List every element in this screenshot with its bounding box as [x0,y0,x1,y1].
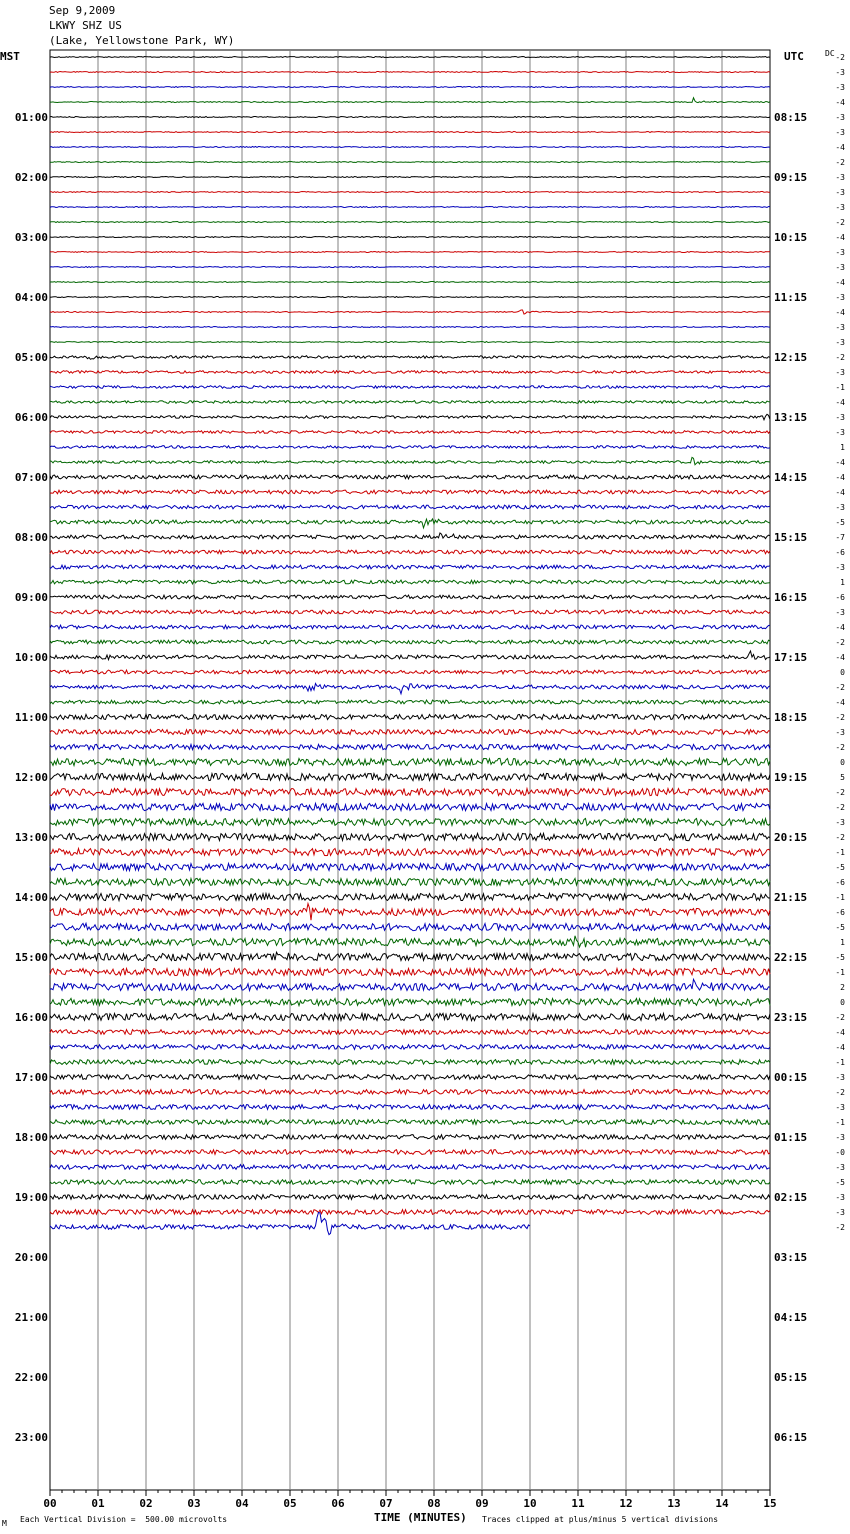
left-hour-label: 22:00 [14,1371,48,1384]
plot-frame [50,50,770,1490]
trace-offset-label: -4 [835,308,845,317]
left-hour-label: 13:00 [14,831,48,844]
trace-offset-label: 0 [840,998,845,1007]
left-hour-label: 21:00 [14,1311,48,1324]
right-hour-label: 12:15 [774,351,808,364]
trace-line [50,282,770,283]
left-hour-label: 07:00 [14,471,48,484]
trace-offset-label: -2 [835,158,845,167]
trace-line [50,1210,770,1215]
trace-line [50,147,770,148]
trace-line [50,803,770,810]
trace-offset-label: -6 [835,593,845,602]
trace-line [50,1105,770,1110]
trace-offset-label: -4 [835,98,845,107]
right-hour-label: 21:15 [774,891,808,904]
x-tick-label: 06 [331,1497,345,1510]
trace-line [50,833,770,840]
left-hour-label: 03:00 [14,231,48,244]
x-axis-title: TIME (MINUTES) [374,1511,467,1524]
trace-line [50,310,770,314]
trace-offset-label: 2 [840,983,845,992]
trace-offset-label: -2 [835,713,845,722]
trace-line [50,1060,770,1065]
trace-offset-label: 1 [840,938,845,947]
trace-line [50,446,770,449]
trace-line [50,98,770,103]
trace-line [50,237,770,238]
trace-line [50,505,770,509]
trace-offset-label: -5 [835,953,845,962]
left-hour-labels [15,111,48,1444]
trace-line [50,936,770,947]
trace-line [50,267,770,268]
trace-offset-label: -3 [835,413,845,422]
trace-offset-label: -3 [835,728,845,737]
left-hour-label: 15:00 [14,951,48,964]
left-hour-label: 06:00 [14,411,48,424]
right-hour-label: 19:15 [774,771,808,784]
trace-line [50,550,770,554]
trace-offset-label: -2 [835,1223,845,1232]
trace-offset-label: -3 [835,263,845,272]
left-hour-label: 02:00 [14,171,48,184]
trace-offset-label: -3 [835,368,845,377]
trace-line [50,490,770,494]
clip-note: Traces clipped at plus/minus 5 vertical divisions [482,1515,719,1524]
right-hour-label: 16:15 [774,591,808,604]
trace-line [50,595,770,599]
trace-line [50,297,770,298]
trace-line [50,1075,770,1080]
trace-line [50,475,770,479]
left-hour-label: 12:00 [14,771,48,784]
trace-offset-label: -6 [835,548,845,557]
trace-line [50,580,770,584]
trace-offset-label: -4 [835,1043,845,1052]
trace-offset-label: -2 [835,683,845,692]
trace-line [50,744,770,749]
trace-offset-label: -4 [835,1028,845,1037]
x-tick-label: 10 [523,1497,537,1510]
trace-offset-label: -4 [835,653,845,662]
trace-line [50,192,770,193]
trace-offset-label: -5 [835,863,845,872]
trace-line [50,625,770,629]
trace-offset-label: -4 [835,143,845,152]
trace-line [50,386,770,389]
trace-offset-label: -2 [835,743,845,752]
trace-offset-label: -1 [835,1118,845,1127]
left-hour-label: 14:00 [14,891,48,904]
x-axis [43,1490,776,1510]
x-tick-label: 15 [763,1497,777,1510]
dc-label: DC [825,49,835,58]
right-hour-label: 08:15 [774,111,808,124]
trace-line [50,162,770,163]
trace-line [50,533,770,539]
trace-line [50,684,770,694]
trace-line [50,818,770,825]
trace-offset-label: -3 [835,1163,845,1172]
trace-offset-label: -3 [835,503,845,512]
left-hour-label: 10:00 [14,651,48,664]
right-hour-label: 22:15 [774,951,808,964]
trace-offset-label: -3 [835,248,845,257]
minute-gridlines [50,50,770,1490]
trace-line [50,640,770,644]
x-tick-label: 02 [139,1497,153,1510]
trace-line [50,979,770,991]
trace-offset-label: -3 [835,1073,845,1082]
trace-line [50,565,770,569]
x-tick-label: 07 [379,1497,393,1510]
trace-offset-label: -3 [835,338,845,347]
trace-offset-label: -3 [835,113,845,122]
trace-offset-label: -6 [835,908,845,917]
trace-line [50,327,770,328]
trace-line [50,1180,770,1185]
trace-line [50,923,770,930]
trace-offset-label: -5 [835,923,845,932]
trace-line [50,342,770,343]
right-hour-label: 01:15 [774,1131,808,1144]
trace-offset-label: -2 [835,218,845,227]
trace-offset-label: -2 [835,1088,845,1097]
trace-line [50,117,770,118]
trace-offset-label: 1 [840,578,845,587]
trace-line [50,371,770,374]
trace-line [50,1090,770,1095]
right-hour-label: 10:15 [774,231,808,244]
trace-offset-label: -1 [835,383,845,392]
trace-line [50,72,770,73]
trace-line [50,87,770,88]
trace-line [50,457,770,464]
trace-line [50,893,770,900]
trace-offset-label: -4 [835,488,845,497]
trace-offset-label: -3 [835,128,845,137]
trace-offset-label: -5 [835,518,845,527]
trace-offset-label: -2 [835,53,845,62]
trace-line [50,863,770,870]
trace-offset-label: -2 [835,803,845,812]
x-tick-label: 00 [43,1497,57,1510]
left-hour-label: 11:00 [14,711,48,724]
right-hour-label: 00:15 [774,1071,808,1084]
trace-line [50,519,770,528]
trace-offset-label: -6 [835,878,845,887]
trace-offset-label: -4 [835,473,845,482]
right-hour-label: 18:15 [774,711,808,724]
right-hour-label: 09:15 [774,171,808,184]
left-axis-label: MST [0,50,20,63]
trace-offset-label: -4 [835,278,845,287]
trace-offset-label: -7 [835,533,845,542]
trace-line [50,1013,770,1020]
trace-line [50,729,770,734]
trace-line [50,222,770,223]
trace-line [50,714,770,719]
left-hour-label: 16:00 [14,1011,48,1024]
x-tick-label: 09 [475,1497,489,1510]
x-tick-label: 11 [571,1497,585,1510]
trace-offset-label: -3 [835,323,845,332]
trace-offset-label: -3 [835,1133,845,1142]
trace-offset-label: -4 [835,233,845,242]
trace-line [50,773,770,780]
trace-offset-label: -3 [835,428,845,437]
trace-offset-label: 0 [840,758,845,767]
trace-offset-label: 0 [840,668,845,677]
trace-offset-label: -3 [835,68,845,77]
right-hour-label: 05:15 [774,1371,808,1384]
right-hour-label: 03:15 [774,1251,808,1264]
trace-offset-label: -3 [835,293,845,302]
left-hour-label: 09:00 [14,591,48,604]
trace-offset-label: -3 [835,1208,845,1217]
trace-line [50,1150,770,1155]
left-hour-label: 17:00 [14,1071,48,1084]
trace-line [50,177,770,178]
trace-line [50,758,770,765]
x-tick-label: 03 [187,1497,201,1510]
right-hour-labels [774,111,807,1444]
trace-line [50,252,770,253]
trace-line [50,788,770,795]
right-hour-label: 15:15 [774,531,808,544]
seismic-traces [50,57,770,1235]
trace-line [50,1120,770,1125]
trace-line [50,651,770,660]
right-axis-label: UTC [784,50,804,63]
trace-line [50,998,770,1005]
trace-line [50,356,770,360]
trace-offset-label: -0 [835,1148,845,1157]
trace-offset-label: -5 [835,1178,845,1187]
trace-offset-label: -1 [835,893,845,902]
left-hour-label: 08:00 [14,531,48,544]
trace-line [50,1135,770,1140]
right-hour-label: 13:15 [774,411,808,424]
trace-offset-label: -2 [835,788,845,797]
left-hour-label: 20:00 [14,1251,48,1264]
trace-offset-label: -2 [835,638,845,647]
trace-line [50,968,770,975]
trace-line [50,414,770,420]
trace-line [50,670,770,674]
trace-offset-label: -2 [835,833,845,842]
trace-offset-label: -2 [835,353,845,362]
left-hour-label: 19:00 [14,1191,48,1204]
header-location: (Lake, Yellowstone Park, WY) [49,34,235,47]
trace-line [50,700,770,704]
trace-offset-label: -1 [835,1058,845,1067]
right-hour-label: 02:15 [774,1191,808,1204]
x-tick-label: 05 [283,1497,297,1510]
right-hour-label: 17:15 [774,651,808,664]
trace-line [50,207,770,208]
trace-line [50,57,770,58]
left-hour-label: 23:00 [14,1431,48,1444]
trace-line [50,401,770,404]
trace-offset-label: -4 [835,623,845,632]
left-hour-label: 01:00 [14,111,48,124]
trace-offset-labels [835,53,845,1232]
x-tick-label: 14 [715,1497,729,1510]
trace-offset-label: -3 [835,563,845,572]
trace-offset-label: -4 [835,458,845,467]
x-tick-label: 08 [427,1497,441,1510]
right-hour-label: 23:15 [774,1011,808,1024]
trace-line [50,1045,770,1050]
header-date: Sep 9,2009 [49,4,116,17]
corner-mark: M [2,1519,7,1528]
trace-offset-label: -3 [835,173,845,182]
left-hour-label: 18:00 [14,1131,48,1144]
trace-line [50,1195,770,1200]
trace-line [50,431,770,434]
trace-line [50,878,770,885]
trace-offset-label: -3 [835,608,845,617]
trace-offset-label: 1 [840,443,845,452]
x-tick-label: 01 [91,1497,105,1510]
trace-offset-label: -1 [835,848,845,857]
trace-offset-label: -3 [835,203,845,212]
trace-line [50,952,770,960]
trace-line [50,848,770,855]
x-tick-label: 13 [667,1497,681,1510]
trace-line [50,904,770,921]
trace-line [50,1165,770,1170]
trace-offset-label: -4 [835,398,845,407]
trace-line [50,610,770,614]
trace-offset-label: -3 [835,83,845,92]
trace-line [50,132,770,133]
right-hour-label: 20:15 [774,831,808,844]
header-station: LKWY SHZ US [49,19,122,32]
trace-line [50,1030,770,1035]
x-tick-label: 12 [619,1497,633,1510]
trace-offset-label: -3 [835,1193,845,1202]
trace-offset-label: -3 [835,1103,845,1112]
right-hour-label: 06:15 [774,1431,808,1444]
right-hour-label: 14:15 [774,471,808,484]
trace-offset-label: 5 [840,773,845,782]
trace-offset-label: -4 [835,698,845,707]
right-hour-label: 11:15 [774,291,808,304]
left-hour-label: 05:00 [14,351,48,364]
trace-offset-label: -3 [835,188,845,197]
trace-offset-label: -3 [835,818,845,827]
right-hour-label: 04:15 [774,1311,808,1324]
x-tick-label: 04 [235,1497,249,1510]
trace-offset-label: -2 [835,1013,845,1022]
trace-offset-label: -1 [835,968,845,977]
left-hour-label: 04:00 [14,291,48,304]
scale-note: Each Vertical Division = 500.00 microvolts [20,1515,228,1524]
